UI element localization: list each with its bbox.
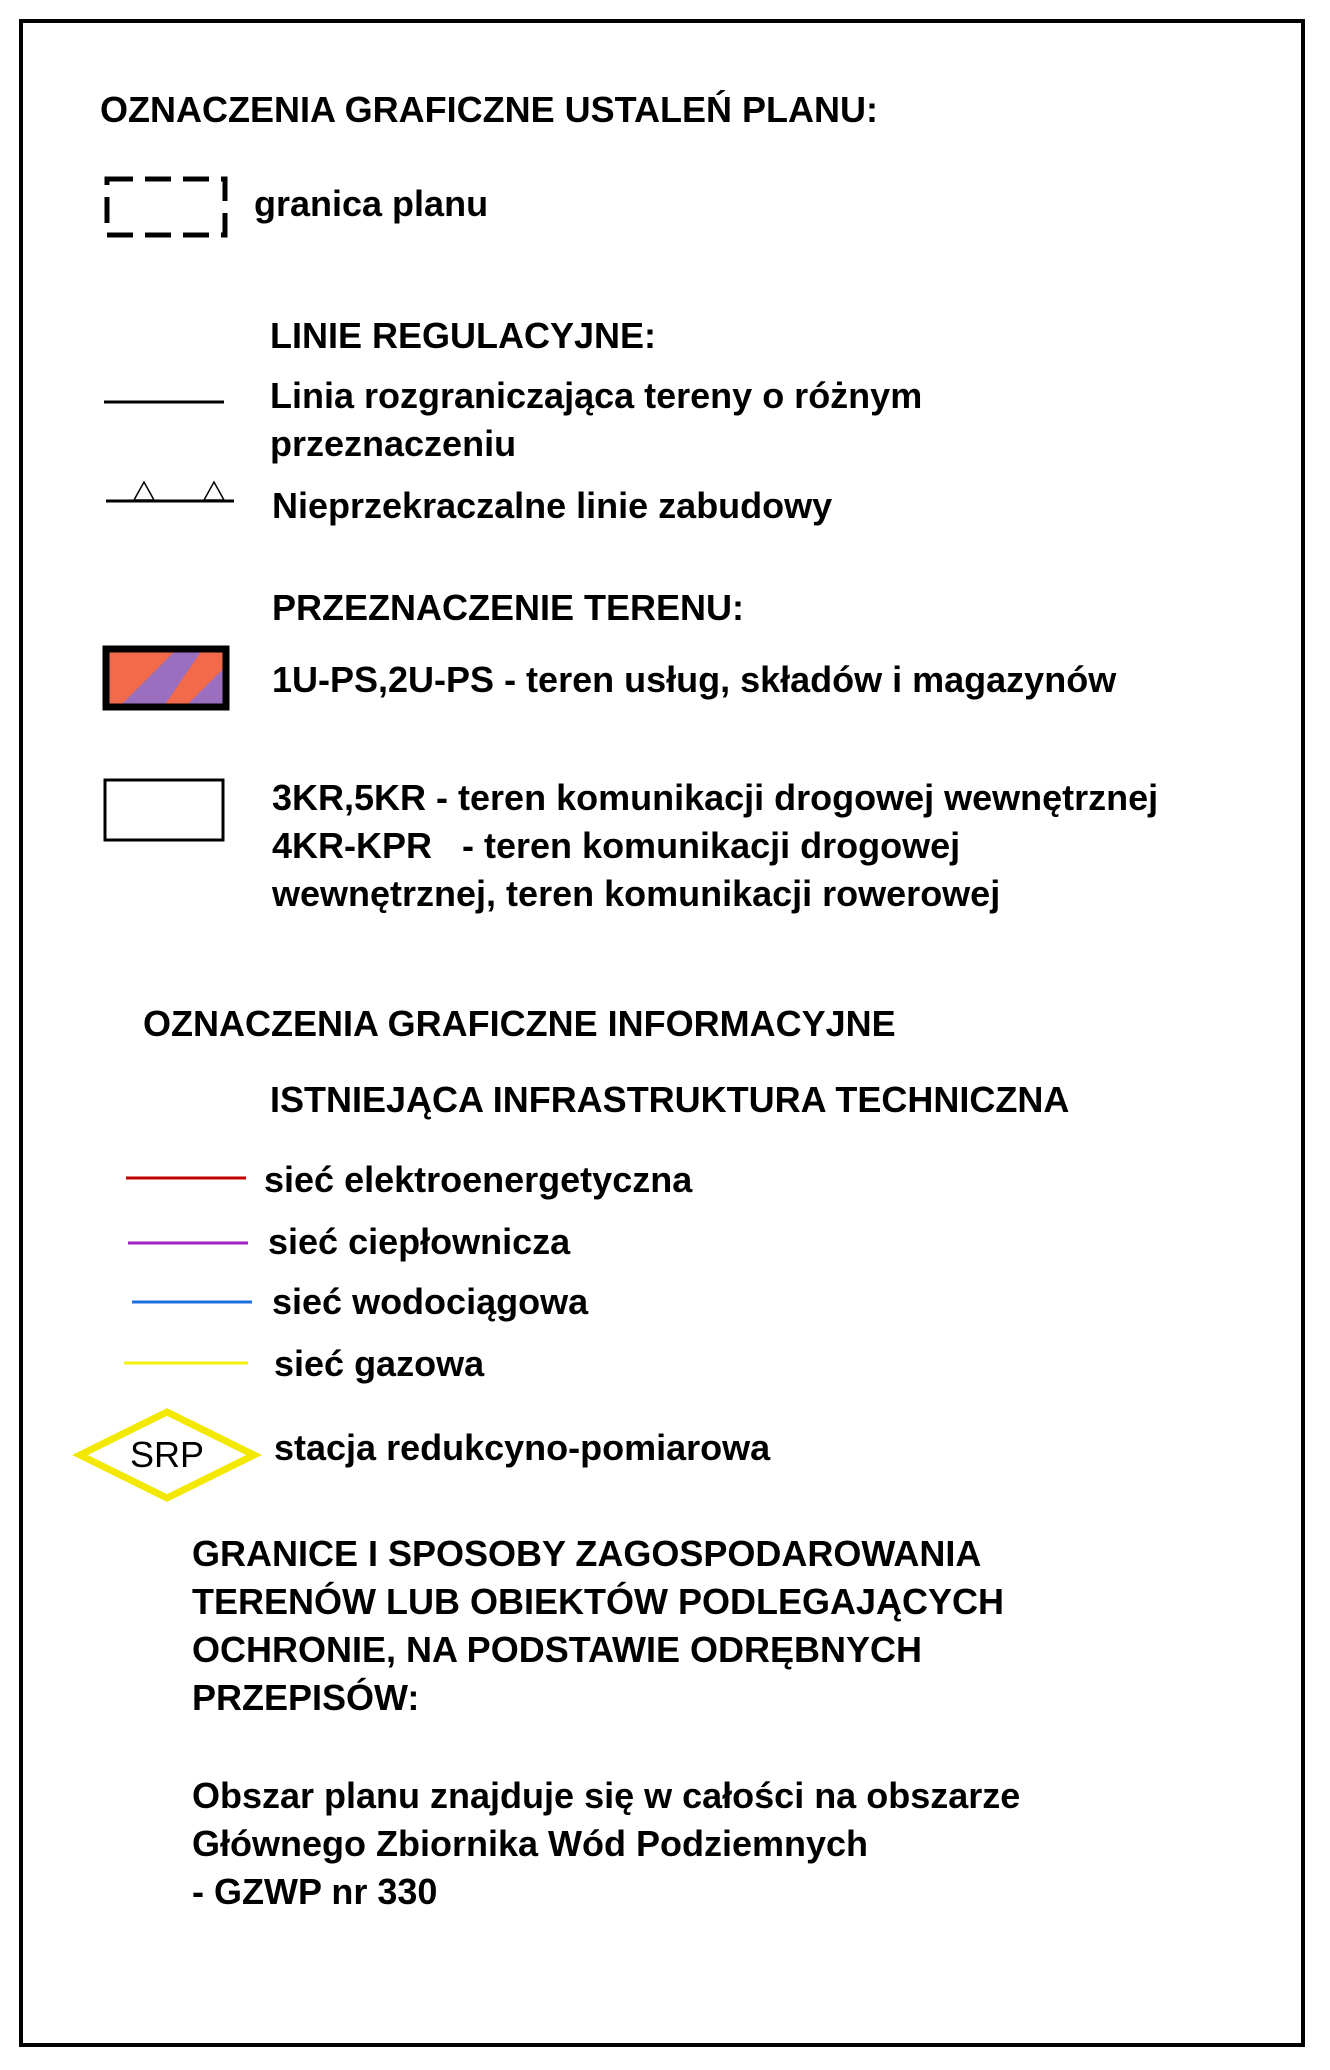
granica-label: granica planu (254, 183, 489, 224)
ochrona-heading-4: PRZEPISÓW: (192, 1677, 420, 1718)
gzwp-line-3: - GZWP nr 330 (192, 1871, 438, 1912)
woda-label: sieć wodociągowa (272, 1281, 589, 1322)
przeznaczenie-heading: PRZEZNACZENIE TERENU: (272, 587, 745, 628)
ochrona-heading-1: GRANICE I SPOSOBY ZAGOSPODAROWANIA (192, 1533, 982, 1574)
dashed-rectangle-icon (104, 176, 228, 238)
linia-rozgraniczajaca-label-1: Linia rozgraniczająca tereny o różnym (270, 375, 923, 416)
gaz-label: sieć gazowa (274, 1343, 485, 1384)
line-with-triangles-icon (104, 476, 236, 506)
ochrona-heading-3: OCHRONIE, NA PODSTAWIE ODRĘBNYCH (192, 1629, 923, 1670)
gzwp-line-1: Obszar planu znajduje się w całości na obszarze (192, 1775, 1021, 1816)
info-heading: OZNACZENIA GRAFICZNE INFORMACYJNE (143, 1003, 896, 1044)
infra-heading: ISTNIEJĄCA INFRASTRUKTURA TECHNICZNA (270, 1079, 1070, 1120)
legend-title: OZNACZENIA GRAFICZNE USTALEŃ PLANU: (100, 89, 878, 130)
elektro-label: sieć elektroenergetyczna (264, 1159, 693, 1200)
komunikacja-line-1: 3KR,5KR - teren komunikacji drogowej wewnętrznej (272, 777, 1159, 818)
linie-regulacyjne-heading: LINIE REGULACYJNE: (270, 315, 657, 356)
komunikacja-line-3: wewnętrznej, teren komunikacji rowerowej (272, 873, 1001, 914)
linia-rozgraniczajaca-label-2: przeznaczeniu (270, 423, 517, 464)
orange-violet-rectangle-icon (102, 645, 230, 711)
gzwp-line-2: Głównego Zbiornika Wód Podziemnych (192, 1823, 869, 1864)
komunikacja-line-2: 4KR-KPR - teren komunikacji drogowej (272, 825, 961, 866)
cieplo-label: sieć ciepłownicza (268, 1221, 571, 1262)
srp-label: stacja redukcyno-pomiarowa (274, 1427, 771, 1468)
blue-line-icon (132, 1299, 252, 1305)
white-rectangle-icon (103, 778, 225, 842)
red-line-icon (126, 1175, 246, 1181)
uslugi-label: 1U-PS,2U-PS - teren usług, składów i magazynów (272, 659, 1117, 700)
srp-symbol-text: SRP (129, 1434, 205, 1475)
linie-zabudowy-label: Nieprzekraczalne linie zabudowy (272, 485, 833, 526)
solid-line-icon (104, 398, 224, 406)
yellow-diamond-icon (72, 1406, 262, 1504)
ochrona-heading-2: TERENÓW LUB OBIEKTÓW PODLEGAJĄCYCH (192, 1581, 1005, 1622)
yellow-line-icon (124, 1360, 248, 1366)
purple-line-icon (128, 1240, 248, 1246)
